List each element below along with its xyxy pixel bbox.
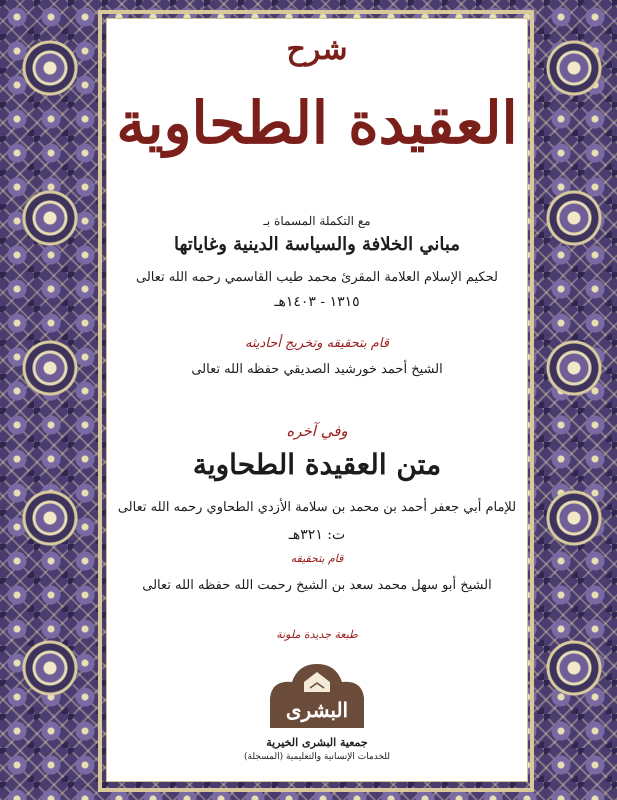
author-dates: ١٣١٥ - ١٤٠٣هـ: [274, 294, 360, 310]
subtitle-intro: مع التكملة المسماة بـ: [263, 214, 371, 228]
medallion-icon: [22, 640, 78, 696]
cover-page: [106, 18, 528, 782]
second-edited-label: قام بتحقيقه: [290, 552, 344, 565]
editor-name: الشيخ أحمد خورشيد الصديقي حفظه الله تعالى: [191, 362, 443, 377]
medallion-icon: [546, 640, 602, 696]
subtitle: مباني الخلافة والسياسة الدينية وغاياتها: [174, 234, 460, 255]
medallion-icon: [22, 40, 78, 96]
second-dates: ت: ٣٢١هـ: [288, 527, 346, 543]
publisher-name: جمعية البشرى الخيرية: [266, 736, 368, 749]
medallion-icon: [546, 340, 602, 396]
publisher-logo-text: البشرى: [285, 698, 349, 722]
edition-note: طبعة جديدة ملونة: [276, 628, 358, 641]
edited-label: قام بتحقيقه وتخريج أحاديثه: [245, 336, 389, 351]
publisher-tagline: للخدمات الإنسانية والتعليمية (المسجلة): [243, 752, 391, 762]
medallion-icon: [22, 340, 78, 396]
title-prefix: شرح: [286, 32, 348, 67]
medallion-icon: [546, 40, 602, 96]
appendix-label: وفي آخره: [286, 422, 348, 440]
medallion-icon: [546, 190, 602, 246]
medallion-icon: [22, 190, 78, 246]
author-line: لحكيم الإسلام العلامة المقرئ محمد طيب القاسمي رحمه الله تعالى: [136, 270, 498, 285]
medallion-icon: [546, 490, 602, 546]
second-title: متن العقيدة الطحاوية: [192, 448, 442, 481]
medallion-icon: [22, 490, 78, 546]
second-author: للإمام أبي جعفر أحمد بن محمد بن سلامة الأزدي الطحاوي رحمه الله تعالى: [117, 500, 517, 515]
book-title: العقيدة الطحاوية: [116, 89, 518, 157]
second-editor: الشيخ أبو سهل محمد سعد بن الشيخ رحمت الله حفظه الله تعالى: [142, 578, 492, 593]
